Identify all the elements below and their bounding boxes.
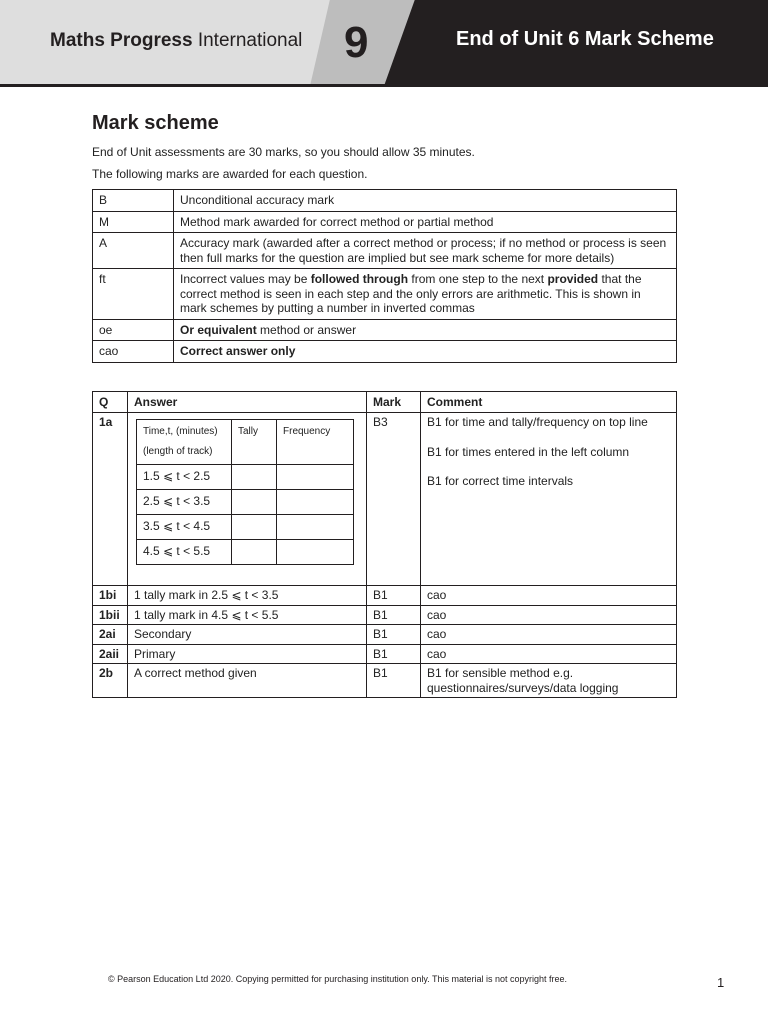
frequency-cell [277, 490, 354, 515]
tally-cell [232, 515, 277, 540]
key-desc-bold: followed through [310, 272, 409, 286]
brand-regular: International [197, 30, 303, 51]
comment-cell [421, 413, 677, 586]
header-rule [0, 84, 768, 87]
frequency-table-header [137, 420, 354, 465]
interval-row [137, 465, 354, 490]
frequency-header: Frequency [277, 420, 354, 465]
mark-key-table [92, 189, 677, 363]
mark-scheme-table [92, 391, 677, 699]
page-header [0, 0, 768, 86]
key-desc [174, 319, 677, 341]
time-header: Time,t, (minutes) (length of track) [137, 420, 232, 465]
mark-cell: B1 [367, 664, 421, 698]
col-header-mark: Mark [367, 391, 421, 413]
interval-label: 3.5 ⩽ t < 4.5 [137, 515, 232, 540]
comment-cell: cao [421, 625, 677, 645]
comment-cell: cao [421, 586, 677, 606]
answer-cell [128, 413, 367, 586]
interval-row [137, 540, 354, 565]
table-row [93, 605, 677, 625]
key-desc [174, 269, 677, 320]
key-code: cao [93, 341, 174, 363]
key-code: A [93, 233, 174, 269]
interval-label: 4.5 ⩽ t < 5.5 [137, 540, 232, 565]
key-row [93, 211, 677, 233]
interval-label: 2.5 ⩽ t < 3.5 [137, 490, 232, 515]
table-row [93, 664, 677, 698]
interval-row [137, 515, 354, 540]
tally-cell [232, 490, 277, 515]
interval-label: 1.5 ⩽ t < 2.5 [137, 465, 232, 490]
answer-cell: Primary [128, 644, 367, 664]
key-desc-bold: Correct answer only [180, 344, 296, 358]
key-desc-text: method or answer [256, 322, 357, 337]
document-title: End of Unit 6 Mark Scheme [456, 28, 714, 50]
key-desc-text: that the correct method is seen in each step and the only errors are arithmetic. This is shown in mark schemes by putting a number in inverted commas [180, 272, 642, 315]
intro-line-2: The following marks are awarded for each question. [92, 167, 368, 181]
section-title: Mark scheme [92, 112, 219, 134]
question-number: 1bi [93, 586, 128, 606]
comment-line: B1 for correct time intervals [427, 474, 574, 488]
question-number: 1a [93, 413, 128, 586]
key-row [93, 319, 677, 341]
comment-cell: B1 for sensible method e.g. questionnaires/surveys/data logging [421, 664, 677, 698]
answer-cell: 1 tally mark in 2.5 ⩽ t < 3.5 [128, 586, 367, 606]
intro-line-1: End of Unit assessments are 30 marks, so you should allow 35 minutes. [92, 145, 475, 159]
mark-cell: B1 [367, 605, 421, 625]
grade-number: 9 [344, 18, 369, 67]
question-number: 2aii [93, 644, 128, 664]
page-number: 1 [717, 975, 725, 990]
key-row [93, 233, 677, 269]
table-row [93, 644, 677, 664]
main-content [92, 112, 677, 698]
key-row [93, 269, 677, 320]
key-desc-bold: provided [547, 272, 599, 286]
frequency-table [136, 419, 354, 565]
mark-cell: B1 [367, 625, 421, 645]
comment-cell: cao [421, 644, 677, 664]
mark-cell: B1 [367, 586, 421, 606]
frequency-cell [277, 465, 354, 490]
key-desc: Accuracy mark (awarded after a correct method or process; if no method or process is seen then full marks for the question are implied but see mark scheme for more details) [174, 233, 677, 269]
question-number: 2b [93, 664, 128, 698]
answer-cell: A correct method given [128, 664, 367, 698]
question-number: 1bii [93, 605, 128, 625]
key-code: M [93, 211, 174, 233]
col-header-q: Q [93, 391, 128, 413]
key-code: B [93, 190, 174, 212]
col-header-answer: Answer [128, 391, 367, 413]
key-desc-text: Incorrect values may be [180, 272, 311, 286]
mark-cell: B3 [367, 413, 421, 586]
frequency-cell [277, 540, 354, 565]
answer-cell: Secondary [128, 625, 367, 645]
brand-bold: Maths Progress [50, 30, 193, 51]
answer-cell: 1 tally mark in 4.5 ⩽ t < 5.5 [128, 605, 367, 625]
tally-header: Tally [232, 420, 277, 465]
tally-cell [232, 540, 277, 565]
comment-cell: cao [421, 605, 677, 625]
table-row [93, 413, 677, 586]
key-desc: Method mark awarded for correct method or partial method [174, 211, 677, 233]
comment-line: B1 for times entered in the left column [427, 444, 630, 459]
interval-row [137, 490, 354, 515]
key-desc-text: from one step to the next [408, 272, 548, 286]
col-header-comment: Comment [421, 391, 677, 413]
question-number: 2ai [93, 625, 128, 645]
key-row [93, 190, 677, 212]
brand-name [50, 30, 302, 52]
key-code: oe [93, 319, 174, 341]
table-header-row [93, 391, 677, 413]
comment-line: B1 for time and tally/frequency on top line [427, 415, 648, 429]
key-code: ft [93, 269, 174, 320]
key-desc [174, 341, 677, 363]
frequency-cell [277, 515, 354, 540]
key-desc-bold: Or equivalent [180, 322, 257, 337]
key-row [93, 341, 677, 363]
copyright-footer: © Pearson Education Ltd 2020. Copying permitted for purchasing institution only. This material is not copyright free. [108, 974, 568, 984]
table-row [93, 625, 677, 645]
mark-cell: B1 [367, 644, 421, 664]
spacer [134, 573, 360, 583]
key-desc: Unconditional accuracy mark [174, 190, 677, 212]
table-row [93, 586, 677, 606]
tally-cell [232, 465, 277, 490]
